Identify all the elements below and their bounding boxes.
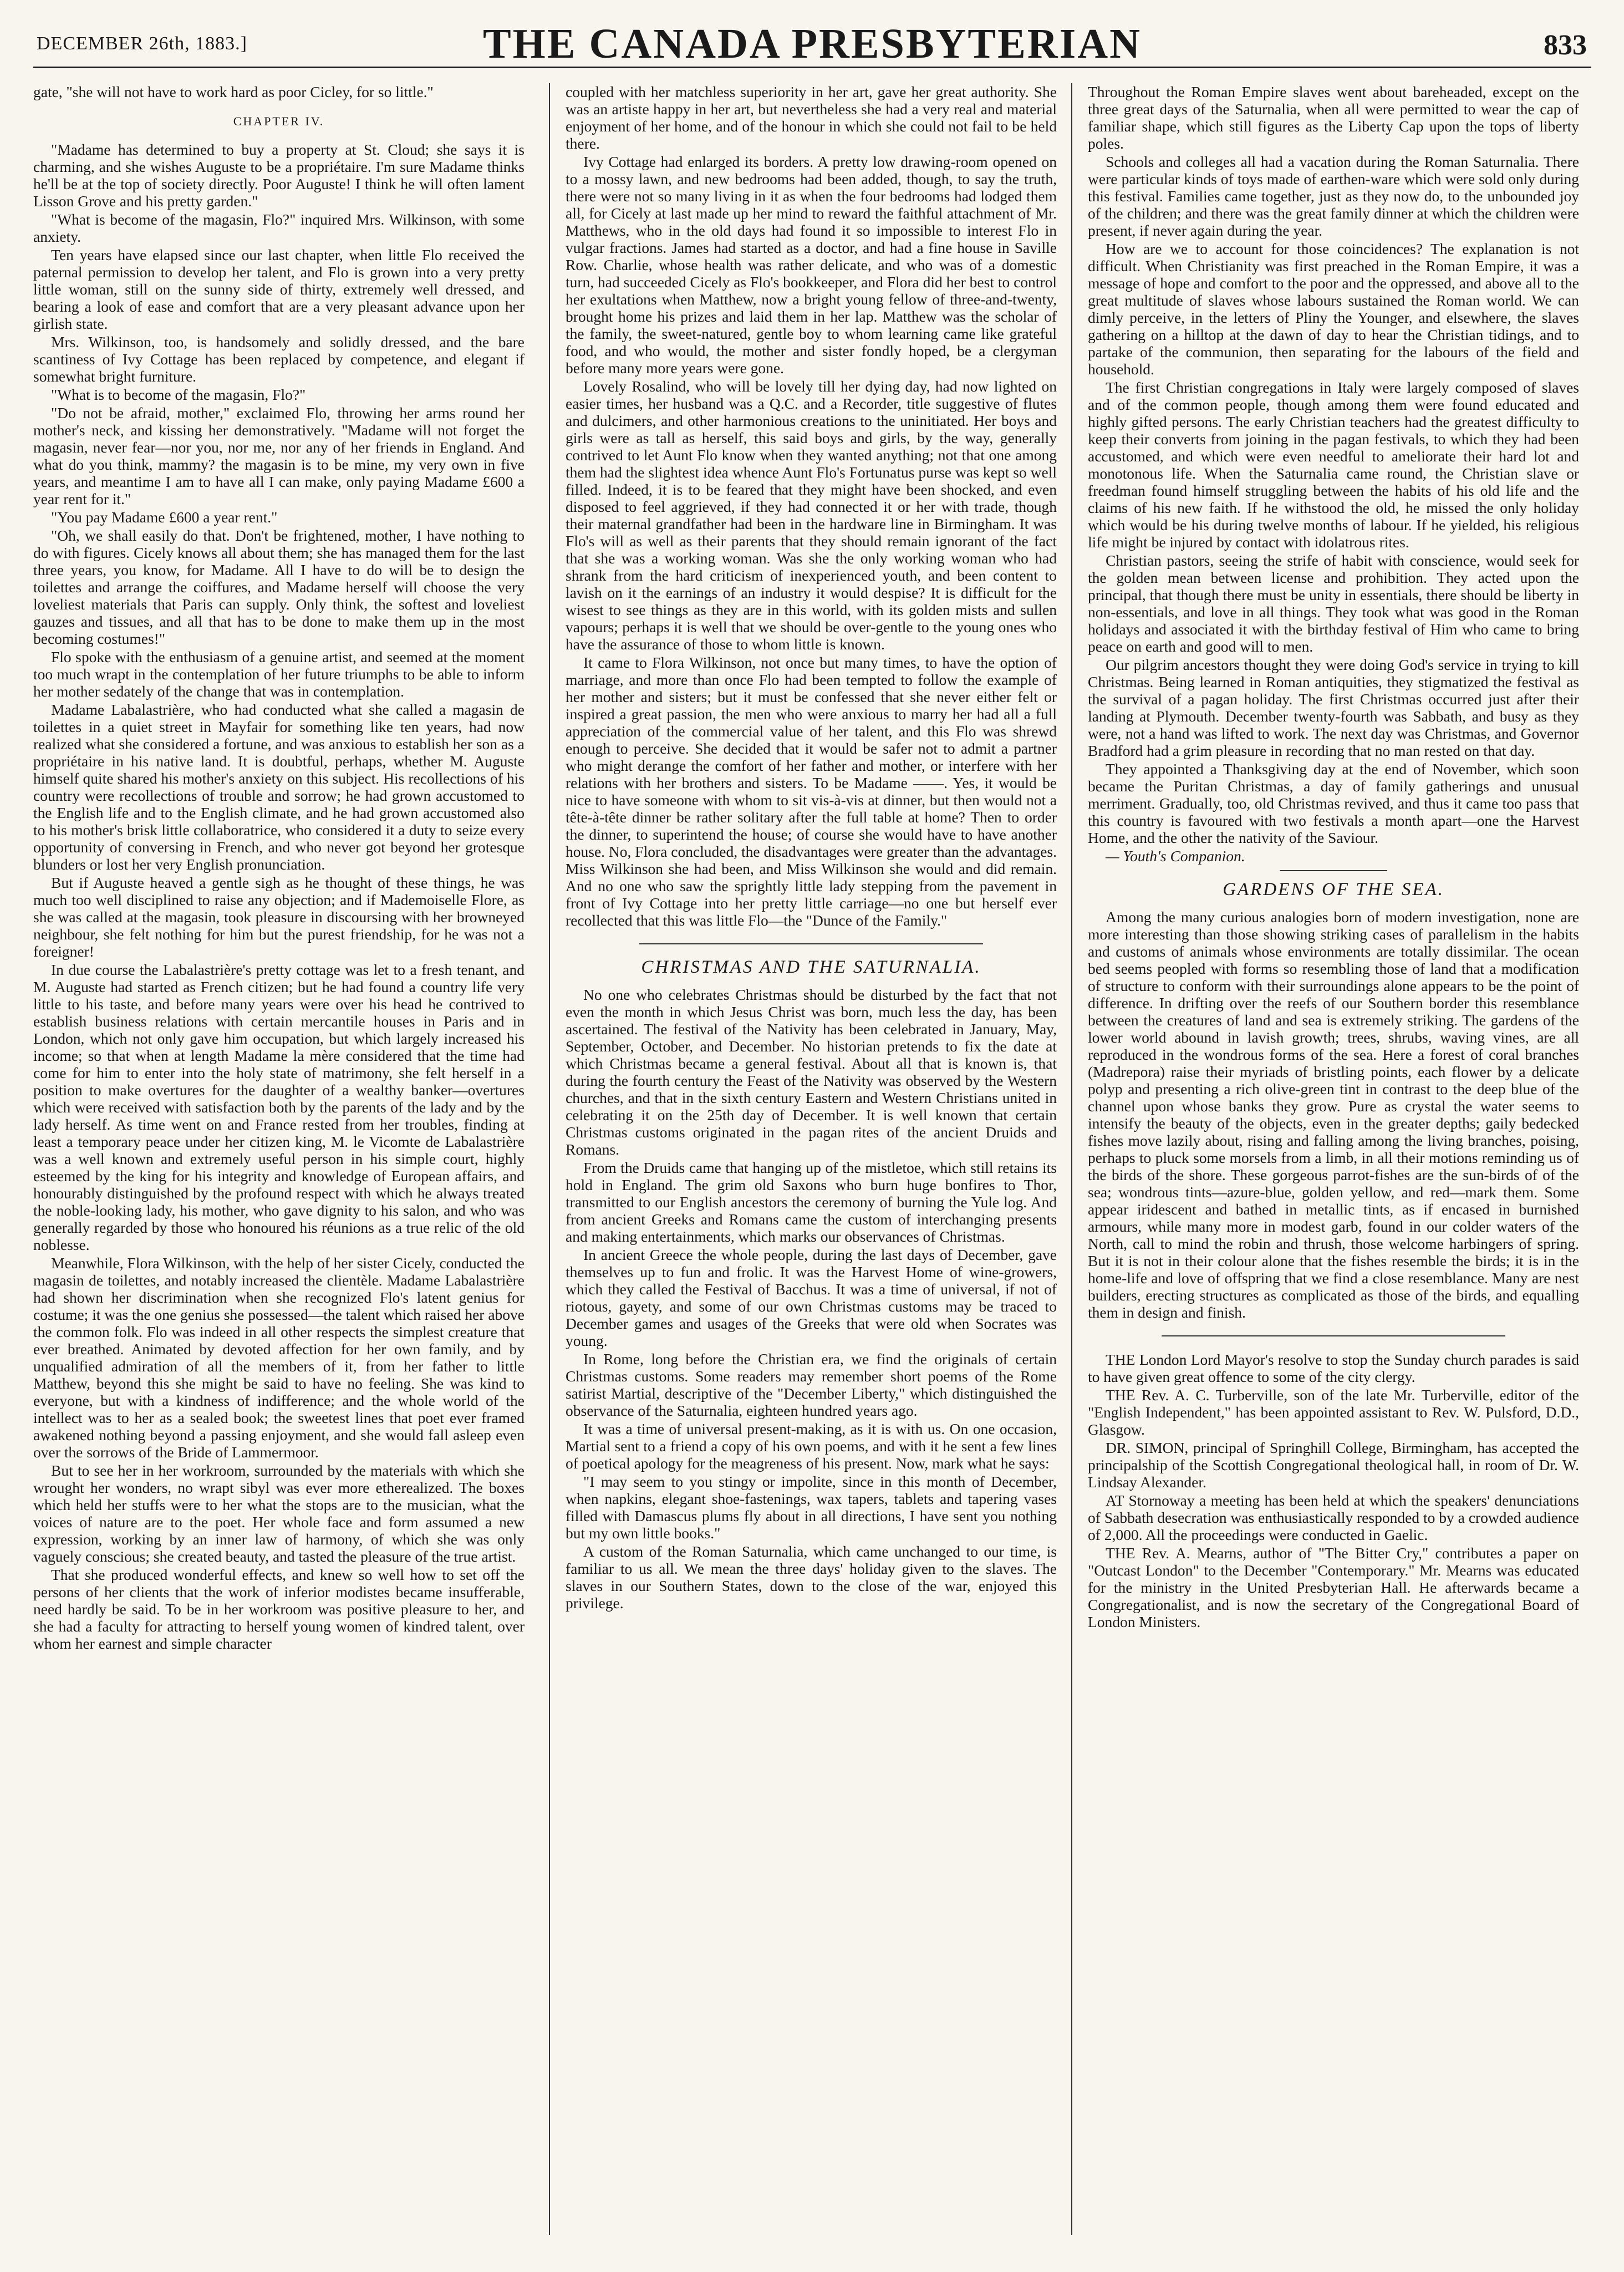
paragraph: Flo spoke with the enthusiasm of a genuine artist, and seemed at the moment too much wrapt in the contemplation of her future triumphs to be able to inform her mother sedately of the change that was in contemplation.: [33, 648, 525, 700]
story-continuation: gate, "she will not have to work hard as poor Cicley, for so little.": [33, 83, 434, 100]
paragraph: Our pilgrim ancestors thought they were doing God's service in trying to kill Christmas. Being learned in Roman antiquities, they stigmatized the festival as the survival of a pagan holiday. The first Christmas occurred just after their landing at Plymouth. December twenty-fourth was Sabbath, and busy as they were, not a hand was lifted to work. The next day was Christmas, and Governor Bradford had a grim pleasure in recording that no man rested on that day.: [1088, 656, 1579, 759]
paragraph: "Oh, we shall easily do that. Don't be frightened, mother, I have nothing to do with figures. Cicely knows all about them; she has managed them for the last three years, you know, for Madame. All I have to do will be to design the toilettes and arrange the coiffures, and Madame herself will choose the very loveliest materials that Paris can supply. Only think, the softest and loveliest gauzes and tissues, and all that has to be done to make them up in the most becoming costumes!": [33, 527, 525, 647]
issue-date: DECEMBER 26th, 1883.]: [37, 33, 247, 54]
paragraph: "What is to become of the magasin, Flo?": [51, 386, 306, 403]
paragraph: Ivy Cottage had enlarged its borders. A pretty low drawing-room opened on to a mossy lawn, and new bedrooms had been added, though, to say the truth, there were not so many living in it as when the four bedrooms had lodged them all, for Cicely at last made up her mind to reward the faithful attachment of Mr. Matthews, who in the old days had found it so impossible to interest Flo in vulgar fractions. James had started as a doctor, and had a fine house in Saville Row. Charlie, whose health was rather delicate, and who was of a domestic turn, had succeeded Cicely as Flo's bookkeeper, and Flora did her best to control her exultations when Matthew, now a bright young fellow of three-and-twenty, brought home his prizes and laid them in her lap. Matthew was the scholar of the family, the sweet-natured, gentle boy to whom learning came like grateful food, and who would, the mother and sister fondly hoped, be a clergyman before many more years were gone.: [566, 153, 1057, 377]
column-1: [33, 83, 525, 2235]
page-header: [33, 17, 1591, 68]
paragraph: But to see her in her workroom, surrounded by the materials with which she wrought her wonders, no wrapt sibyl was ever more etherealized. The boxes which held her stuffs were to her what the stops are to the musician, what the voices of nature are to the poet. Her whole face and form assumed a new expression, working by an inner law of harmony, of which she was only vaguely conscious; she created beauty, and tasted the pleasure of the true artist.: [33, 1462, 525, 1565]
paragraph: A custom of the Roman Saturnalia, which came unchanged to our time, is familiar to us all. We mean the three days' holiday given to the slaves. The slaves in our Southern States, down to the close of the war, enjoyed this privilege.: [566, 1543, 1057, 1612]
paragraph: Madame Labalastrière, who had conducted what she called a magasin de toilettes in a quiet street in Mayfair for something like ten years, had now realized what she considered a fortune, and was anxious to establish her son as a propriétaire in his native land. It is doubtful, perhaps, whether M. Auguste himself quite shared his mother's anxiety on this subject. His recollections of his country were recollections of trouble and sorrow; he had grown accustomed to the English life and to the English climate, and he had grown accustomed also to his mother's brisk little collaboratrice, who considered it a duty to seize every opportunity of conversing in French, and who never got beyond her grotesque blunders or lost her very English pronunciation.: [33, 701, 525, 873]
paragraph: In due course the Labalastrière's pretty cottage was let to a fresh tenant, and M. Auguste had started as French citizen; but he had found a country life very little to his taste, and before many years were over his head he contrived to establish business relations with certain mercantile houses in Paris and in London, which not only gave him occupation, but which largely increased his income; so that when at length Madame la mère considered that the time had come for him to enter into the holy state of matrimony, she felt herself in a position to make overtures for the daughter of a wealthy banker—overtures which were received with satisfaction both by the parents of the lady and by the lady herself. As time went on and France rested from her troubles, finding at least a temporary peace under her citizen king, M. le Vicomte de Labalastrière was a well known and extremely useful person in his simple court, highly esteemed by the king for his integrity and knowledge of European affairs, and honourably distinguished by the profound respect with which he always treated the noble-looking lady, his mother, who gave dignity to his salon, and who was generally regarded by those who honoured his réunions as a true relic of the old noblesse.: [33, 961, 525, 1253]
news-item: THE London Lord Mayor's resolve to stop the Sunday church parades is said to have given great offence to some of the city clergy.: [1088, 1351, 1579, 1385]
news-item: THE Rev. A. C. Turberville, son of the late Mr. Turberville, editor of the "English Independent," has been appointed assistant to Rev. W. Pulsford, D.D., Glasgow.: [1088, 1386, 1579, 1438]
article-credit: — Youth's Companion.: [1106, 847, 1245, 865]
news-item: DR. SIMON, principal of Springhill College, Birmingham, has accepted the principalship of the Scottish Congregational theological hall, in room of Dr. W. Lindsay Alexander.: [1088, 1439, 1579, 1491]
section-divider: [639, 943, 983, 944]
paragraph: Lovely Rosalind, who will be lovely till her dying day, had now lighted on easier times, her husband was a Q.C. and a Recorder, title suggestive of flutes and dulcimers, and other harmonious creations to the uninitiated. Her boys and girls were as tall as herself, this said boys and girls, by the way, generally contrived to let Aunt Flo know when they wanted anything; not that one among them had the slightest idea whence Aunt Flo's Fortunatus purse was kept so well filled. Indeed, it is to be feared that they might have been shocked, and even disposed to feel aggrieved, if they had connected it or her with trade, though their maternal grandfather had been in the hardware line in Birmingham. It was Flo's will as well as their parents that they should remain ignorant of the fact that she was a working woman. Was she the only working woman who had shrank from the hard criticism of inexperienced youth, and been content to lavish on it the earnings of an industry it would despise? It is difficult for the wisest to see things as they are in this world, with its golden mists and sullen vapours; perhaps it is well that we should be over-gentle to the young ones who have the assurance of those to whom little is known.: [566, 378, 1057, 653]
article-title: GARDENS OF THE SEA.: [1223, 880, 1444, 899]
section-divider: [1280, 870, 1388, 871]
paragraph: Mrs. Wilkinson, too, is handsomely and solidly dressed, and the bare scantiness of Ivy Cottage has been replaced by competence, and elegant if somewhat bright furniture.: [33, 333, 525, 385]
paragraph: Schools and colleges all had a vacation during the Roman Saturnalia. There were particular kinds of toys made of earthen-ware which were sold only during this festival. Families came together, just as they now do, to the unbounded joy of the children; and there was the great family dinner at which the children were present, if never again during the year.: [1088, 153, 1579, 239]
paragraph: But if Auguste heaved a gentle sigh as he thought of these things, he was much too well disciplined to raise any objection; and if Mademoiselle Flore, as she was called at the magasin, took pleasure in discoursing with her browneyed neighbour, she felt nothing for him but the purest friendship, for he was not a foreigner!: [33, 874, 525, 960]
paragraph: They appointed a Thanksgiving day at the end of November, which soon became the Puritan Christmas, a day of family gatherings and unusual merriment. Gradually, too, old Christmas revived, and thus it came too pass that this country is favoured with two festivals a month apart—one the Harvest Home, and the other the nativity of the Saviour.: [1088, 760, 1579, 846]
news-items: [1088, 1351, 1579, 1630]
paragraph: "Madame has determined to buy a property at St. Cloud; she says it is charming, and she wishes Auguste to be a propriétaire. I'm sure Madame thinks he'll be at the top of society directly. Poor Auguste! I think he will often lament Lisson Grove and his pretty garden.": [33, 141, 525, 210]
paragraph: "Do not be afraid, mother," exclaimed Flo, throwing her arms round her mother's neck, and kissing her demonstratively. "Madame will not forget the magasin, never fear—nor you, nor me, nor any of her friends in England. And what do you think, mammy? the magasin is to be mine, my very own in five years, and meantime I am to have all I can make, only paying Madame £600 a year rent for it.": [33, 404, 525, 507]
column-3: [1088, 83, 1579, 2235]
quotation: "I may seem to you stingy or impolite, since in this month of December, when napkins, elegant shoe-fastenings, wax tapers, tablets and tapering vases filled with Damascus plums fly about in all directions, I have sent you nothing but my own little books.": [566, 1473, 1057, 1542]
chapter-heading: CHAPTER IV.: [233, 114, 325, 128]
paragraph: From the Druids came that hanging up of the mistletoe, which still retains its hold in England. The grim old Saxons who burn huge bonfires to Thor, transmitted to our English ancestors the ceremony of burning the Yule log. And from ancient Greeks and Romans came the custom of interchanging presents and making entertainments, which marks our observances of Christmas.: [566, 1159, 1057, 1245]
paragraph: Throughout the Roman Empire slaves went about bareheaded, except on the three great days of the Saturnalia, when all were permitted to wear the cap of familiar shape, which still figures as the Liberty Cap upon the tops of liberty poles.: [1088, 83, 1579, 152]
paragraph: It was a time of universal present-making, as it is with us. On one occasion, Martial sent to a friend a copy of his own poems, and with it he sent a few lines of poetical apology for the meagreness of his present. Now, mark what he says:: [566, 1420, 1057, 1472]
newspaper-title: THE CANADA PRESBYTERIAN: [482, 21, 1142, 67]
paragraph: How are we to account for those coincidences? The explanation is not difficult. When Christianity was first preached in the Roman Empire, it was a message of hope and comfort to the poor and the oppressed, and above all to the great multitude of slaves whose labours sustained the Roman world. We can dimly perceive, in the letters of Pliny the Younger, and elsewhere, the slaves gathering on a hilltop at the dawn of day to hear the Christian tidings, and to partake of the communion, then separating for the labours of the field and household.: [1088, 240, 1579, 378]
paragraph: Ten years have elapsed since our last chapter, when little Flo received the paternal permission to develop her talent, and Flo is grown into a very pretty little woman, still on the sunny side of thirty, extremely well dressed, and bearing a look of ease and comfort that are a very pleasant advance upon her girlish state.: [33, 246, 525, 332]
section-divider: [1162, 1335, 1505, 1336]
article-title: CHRISTMAS AND THE SATURNALIA.: [641, 957, 981, 977]
paragraph: It came to Flora Wilkinson, not once but many times, to have the option of marriage, and more than once Flo had been tempted to follow the example of her mother and sisters; but it must be confessed that she never either felt or inspired a great passion, the men who were anxious to marry her had all a full appreciation of the commercial value of her talent, and this Flo was shrewd enough to perceive. She decided that it would be safer not to admit a partner who might derange the comfort of her father and mother, or interfere with her relations with her brothers and sisters. To be Madame ——. Yes, it would be nice to have someone with whom to sit vis-à-vis at dinner, but then would not a tête-à-tête dinner be rather solitary after the full table at home? Then to order the dinner, to superintend the house; of course she would have to have another house. No, Flora concluded, the disadvantages were greater than the advantages. Miss Wilkinson she had been, and Miss Wilkinson she would and did remain. And no one who saw the sprightly little lady stepping from the pavement in front of Ivy Cottage into her pretty little carriage—no one but herself ever recollected that this was little Flo—the "Dunce of the Family.": [566, 654, 1057, 929]
paragraph: In ancient Greece the whole people, during the last days of December, gave themselves up to fun and frolic. It was the Harvest Home of wine-growers, which they called the Festival of Bacchus. It was a time of universal, if not of riotous, gayety, and some of our own Christmas customs may be traced to December games and usages of the Greeks that were old when Socrates was young.: [566, 1246, 1057, 1349]
page-number: 833: [1544, 29, 1587, 61]
paragraph: "What is become of the magasin, Flo?" inquired Mrs. Wilkinson, with some anxiety.: [33, 211, 525, 245]
column-2: [566, 83, 1057, 2235]
paragraph: "You pay Madame £600 a year rent.": [51, 509, 278, 526]
paragraph: The first Christian congregations in Italy were largely composed of slaves and of the common people, though among them were found educated and highly gifted persons. The early Christian teachers had the greatest difficulty to keep their converts from joining in the pagan festivals, to which they had been accustomed, and which were even needful to ameliorate their hard lot and monotonous life. When the Saturnalia came round, the Christian slave or freedman found himself struggling between the habits of his old life and the claims of his new faith. If he withstood the old, he missed the only holiday which would be his during twelve months of labour. If he yielded, his religious life might be injured by contact with idolatrous rites.: [1088, 379, 1579, 551]
column-divider: [1071, 83, 1072, 2235]
paragraph: In Rome, long before the Christian era, we find the originals of certain Christmas customs. Some readers may remember short poems of the Rome satirist Martial, descriptive of the "December Liberty," which distinguished the observance of the Saturnalia, eighteen hundred years ago.: [566, 1350, 1057, 1419]
paragraph: That she produced wonderful effects, and knew so well how to set off the persons of her clients that the work of inferior modistes became insufferable, need hardly be said. To be in her workroom was positive pleasure to her, and she had a faculty for attracting to herself young women of kindred talent, over whom her earnest and simple character: [33, 1566, 525, 1652]
paragraph: Among the many curious analogies born of modern investigation, none are more interesting than those showing striking cases of parallelism in the habits and customs of animals whose environments are totally dissimilar. The ocean bed seems peopled with forms so resembling those of land that a modification of structure to conform with their surroundings alone appears to be the point of difference. In drifting over the reefs of our Southern border this resemblance between the creatures of land and sea is extremely striking. The gardens of the lower world abound in lavish growth; trees, shrubs, waving vines, are all reproduced in the wondrous forms of the sea. Here a forest of coral branches (Madrepora) raise their myriads of bristling points, each flower by a delicate polyp and presenting a rich olive-green tint in contrast to the deep blue of the channel upon whose banks they grow. Pure as crystal the water seems to intensify the beauty of the objects, even in the greater depths; gaily bedecked fishes move lazily about, rising and falling among the living branches, poising, perhaps to pluck some morsels from a limb, in all their motions reminding us of the birds of the shore. These gorgeous parrot-fishes are the sun-birds of of the sea; wondrous tints—azure-blue, golden yellow, and red—mark them. Some appear iridescent and bathed in metallic tints, as if encased in burnished armours, while many more in modest garb, found in our colder waters of the North, call to mind the robin and thrush, those welcome harbingers of spring. But it is not in their colour alone that the fishes resemble the birds; it is in the home-life and love of offspring that we find a close resemblance. Many are nest builders, erecting structures as complicated as those of the birds, and equalling them in design and finish.: [1088, 908, 1579, 1321]
paragraph: Meanwhile, Flora Wilkinson, with the help of her sister Cicely, conducted the magasin de toilettes, and notably increased the clientèle. Madame Labalastrière had shown her discrimination when she recognized Flo's latent genius for costume; it was the one genius she possessed—the talent which raised her above the common folk. Flo was indeed in all other respects the simplest creature that ever breathed. Animated by devoted affection for her own family, and by unqualified admiration of all the members of it, from her father to little Matthew, beyond this she might be said to have no feeling. She was kind to everyone, but with a kindness of indifference; and the whole world of the intellect was to her as a sealed book; the sweetest lines that poet ever framed awakened nothing beyond a passing enjoyment, and she would fall asleep even over the sorrows of the Bride of Lammermoor.: [33, 1254, 525, 1461]
news-item: AT Stornoway a meeting has been held at which the speakers' denunciations of Sabbath desecration was enthusiastically responded to by a crowded audience of 2,000. All the proceedings were conducted in Gaelic.: [1088, 1492, 1579, 1543]
column-divider: [549, 83, 550, 2235]
news-item: THE Rev. A. Mearns, author of "The Bitter Cry," contributes a paper on "Outcast London" to the December "Contemporary." Mr. Mearns was educated for the ministry in the United Presbyterian Hall. He afterwards became a Congregationalist, and is now the secretary of the Congregational Board of London Ministers.: [1088, 1544, 1579, 1630]
paragraph: coupled with her matchless superiority in her art, gave her great authority. She was an artiste happy in her art, but nevertheless she had a very real and material enjoyment of her home, and of the honour in which she could not fail to be held there.: [566, 83, 1057, 152]
paragraph: Christian pastors, seeing the strife of habit with conscience, would seek for the golden mean between license and prohibition. They acted upon the principal, that though there must be unity in essentials, there should be liberty in non-essentials, and love in all things. They took what was good in the Roman holidays and associated it with the birthday festival of Him who came to bring peace on earth and good will to men.: [1088, 552, 1579, 655]
paragraph: No one who celebrates Christmas should be disturbed by the fact that not even the month in which Jesus Christ was born, much less the day, has been ascertained. The festival of the Nativity has been celebrated in January, May, September, October, and December. No historian pretends to fix the date at which Christmas became a general festival. About all that is known is, that during the fourth century the Feast of the Nativity was observed by the Western churches, and that in the sixth century Eastern and Western Christians united in celebrating it on the 25th day of December. It is well known that certain Christmas customs originated in the pagan rites of the ancient Druids and Romans.: [566, 986, 1057, 1158]
